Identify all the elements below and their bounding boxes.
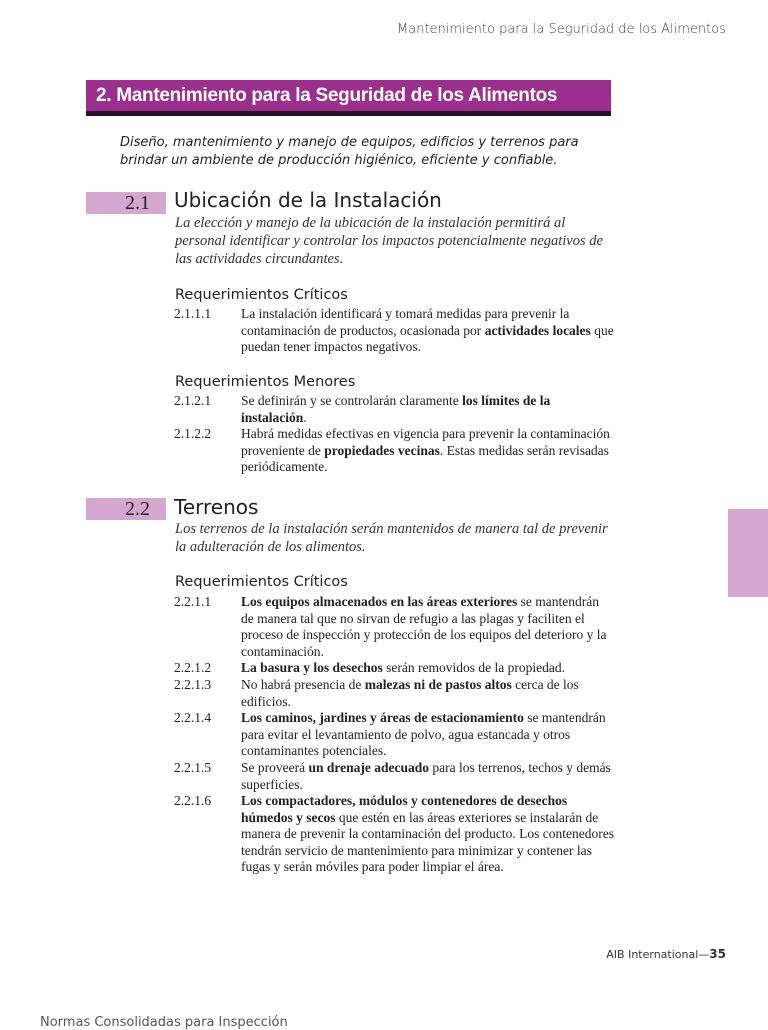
requirement-item: 2.2.1.1 Los equipos almacenados en las áreas exteriores se mantendrán de manera tal que no sirvan de refugio a las plagas y faciliten el proceso de inspección y protección de los equipos del deterioro y la contaminación. (174, 594, 607, 659)
requirements-heading: Requerimientos Críticos (175, 574, 348, 590)
requirements-heading: Requerimientos Menores (175, 374, 356, 390)
requirement-item: 2.2.1.3 No habrá presencia de malezas ni de pastos altos cerca de los edificios. (174, 677, 579, 709)
chapter-side-tab (728, 509, 768, 597)
requirement-number: 2.1.2.2 (174, 426, 212, 441)
requirement-item: 2.1.2.1 Se definirán y se controlarán claramente los límites de la instalación. (174, 393, 551, 425)
footer-publisher: AIB International— (606, 948, 710, 961)
section-intro: La elección y manejo de la ubicación de la instalación permitirá al personal identificar y controlar los impactos potencialmente negativos de las actividades circundantes. (175, 215, 603, 267)
requirement-item: 2.2.1.6 Los compactadores, módulos y contenedores de desechos húmedos y secos que estén en las áreas exteriores se instalarán de manera de prevenir la contaminación del producto. Los contenedores tendrán servicio de mantenimiento para minimizar y contener las fugas y serán móviles para poder limpiar el área. (174, 793, 614, 874)
requirement-number: 2.2.1.2 (174, 660, 212, 675)
requirement-item: 2.2.1.5 Se proveerá un drenaje adecuado para los terrenos, techos y demás superficies. (174, 760, 611, 792)
requirement-item: 2.1.2.2 Habrá medidas efectivas en vigencia para prevenir la contaminación proveniente de propiedades vecinas. Estas medidas serán revisadas periódicamente. (174, 426, 610, 474)
requirement-number: 2.2.1.1 (174, 594, 212, 609)
chapter-title: 2. Mantenimiento para la Seguridad de los Alimentos (86, 80, 611, 116)
requirement-number: 2.2.1.6 (174, 793, 212, 808)
requirement-number: 2.2.1.3 (174, 677, 212, 692)
requirement-item: 2.2.1.4 Los caminos, jardines y áreas de estacionamiento se mantendrán para evitar el levantamiento de polvo, agua estancada y otros contaminantes potenciales. (174, 710, 606, 758)
requirement-number: 2.2.1.5 (174, 760, 212, 775)
footer-page-info (606, 947, 726, 961)
section-intro: Los terrenos de la instalación serán mantenidos de manera tal de prevenir la adulteración de los alimentos. (175, 521, 608, 555)
chapter-subtitle: Diseño, mantenimiento y manejo de equipos, edificios y terrenos para brindar un ambiente de producción higiénico, eficiente y confiable. (120, 135, 579, 168)
section-title: Terrenos (174, 495, 259, 519)
requirement-number: 2.1.1.1 (174, 306, 212, 321)
requirements-heading: Requerimientos Críticos (175, 287, 348, 303)
section-number: 2.2 (86, 498, 166, 520)
requirement-number: 2.2.1.4 (174, 710, 212, 725)
page-number: 35 (709, 947, 726, 961)
section-number: 2.1 (86, 192, 166, 214)
requirement-item: 2.1.1.1 La instalación identificará y tomará medidas para prevenir la contaminación de productos, ocasionada por actividades locales que puedan tener impactos negativos. (174, 306, 614, 354)
requirement-item: 2.2.1.2 La basura y los desechos serán removidos de la propiedad. (174, 660, 565, 675)
requirement-number: 2.1.2.1 (174, 393, 212, 408)
running-header: Mantenimiento para la Seguridad de los Alimentos (397, 22, 726, 37)
footer-book-title: Normas Consolidadas para Inspección (40, 1015, 288, 1030)
section-title: Ubicación de la Instalación (174, 188, 442, 212)
